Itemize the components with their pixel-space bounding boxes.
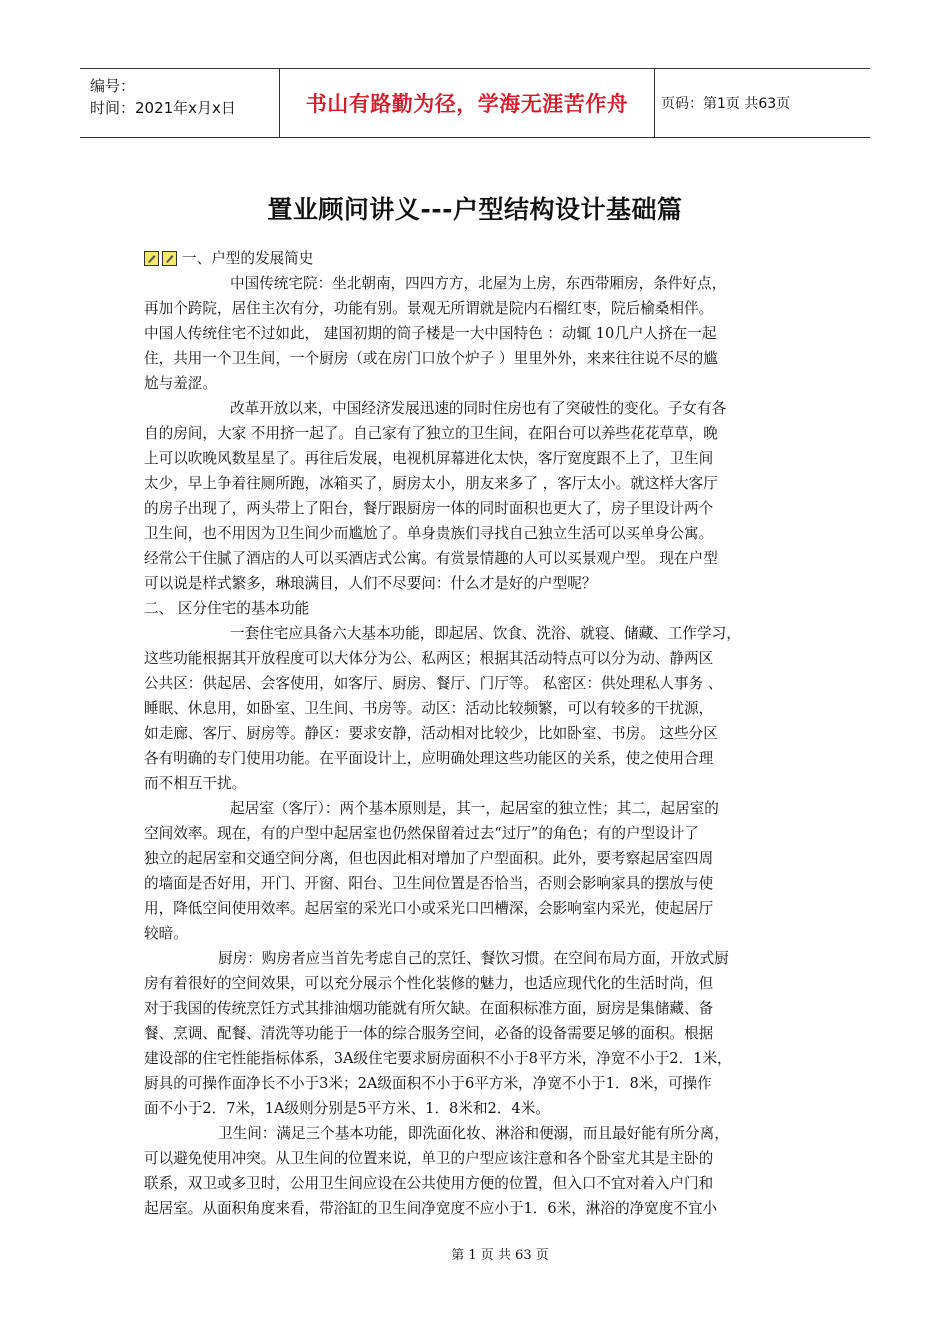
text-line: 空间效率。现在，有的户型中起居室也仍然保留着过去“过厅”的角色；有的户型设计了 (144, 825, 699, 842)
text-line: 可以说是样式繁多，琳琅满目，人们不尽要问：什么才是好的户型呢？ (144, 575, 597, 592)
text-line: 住，共用一个卫生间，一个厨房（或在房门口放个炉子 ）里里外外，来来往往说不尽的尴 (144, 350, 718, 367)
text-line: 的墙面是否好用，开门、开窗、阳台、卫生间位置是否恰当，否则会影响家具的摆放与使 (144, 875, 714, 892)
page-footer (0, 1244, 950, 1263)
motto: 书山有路勤为径，学海无涯苦作舟 (280, 69, 655, 137)
pencil-icon (162, 251, 177, 266)
paragraph-traditional-housing (144, 271, 812, 396)
text-line: 上可以吹晚风数星星了。再往后发展，电视机屏幕进化太快，客厅宽度跟不上了，卫生间 (144, 450, 714, 467)
text-line: 用，降低空间使用效率。起居室的采光口小或采光口凹槽深，会影响室内采光，使起居厅 (144, 900, 714, 917)
text-line: 的房子出现了，两头带上了阳台，餐厅跟厨房一体的同时面积也更大了，房子里设计两个 (144, 500, 714, 517)
text-line: 起居室。从面积角度来看，带浴缸的卫生间净宽度不应小于1．6米，淋浴的净宽度不宜小 (144, 1200, 718, 1217)
paragraph-living-room (144, 796, 812, 946)
text-line: 太少，早上争着往厕所跑，冰箱买了，厨房太小，朋友来多了 ，客厅太小。就这样大客厅 (144, 475, 718, 492)
text-line: 独立的起居室和交通空间分离，但也因此相对增加了户型面积。此外，要考察起居室四周 (144, 850, 714, 867)
page-info: 页码：第1页 共63页 (661, 96, 791, 112)
header-meta (80, 69, 280, 137)
text-line: 一套住宅应具备六大基本功能，即起居、饮食、洗浴、就寝、储藏、工作学习， (230, 625, 741, 642)
text-line: 经常公干住腻了酒店的人可以买酒店式公寓。有赏景情趣的人可以买景观户型。 现在户型 (144, 550, 718, 567)
page-title: 置业顾问讲义---户型结构设计基础篇 (267, 195, 683, 224)
header-table (80, 68, 870, 138)
text-line: 再加个跨院，居住主次有分，功能有别。景观无所谓就是院内石榴红枣，院后榆桑相伴。 (144, 300, 714, 317)
text-line: 卫生间：满足三个基本功能，即洗面化妆、淋浴和便溺，而且最好能有所分离， (218, 1125, 729, 1142)
text-line: 尬与羞涩。 (144, 375, 217, 392)
text-line: 自的房间，大家 不用挤一起了。自己家有了独立的卫生间，在阳台可以养些花花草草，晚 (144, 425, 718, 442)
paragraph-basic-functions (144, 621, 812, 796)
text-line: 如走廊、客厅、厨房等。静区：要求安静，活动相对比较少，比如卧室、书房。 这些分区 (144, 725, 718, 742)
footer-page-number: 第 1 页 共 63 页 (451, 1248, 549, 1263)
text-line: 房有着很好的空间效果，可以充分展示个性化装修的魅力，也适应现代化的生活时尚，但 (144, 975, 714, 992)
section-heading-2: 二、 区分住宅的基本功能 (144, 600, 310, 617)
text-line: 这些功能根据其开放程度可以大体分为公、私两区；根据其活动特点可以分为动、静两区 (144, 650, 714, 667)
section-heading-1 (144, 246, 812, 271)
text-line: 改革开放以来，中国经济发展迅速的同时住房也有了突破性的变化。子女有各 (230, 400, 727, 417)
paragraph-kitchen (144, 946, 812, 1121)
section-title: 一、户型的发展简史 (182, 250, 314, 267)
text-line: 餐、烹调、配餐、清洗等功能于一体的综合服务空间，必备的设备需要足够的面积。根据 (144, 1025, 714, 1042)
text-line: 起居室（客厅）：两个基本原则是，其一，起居室的独立性；其二，起居室的 (230, 800, 719, 817)
document-body (144, 246, 812, 1221)
text-line: 可以避免使用冲突。从卫生间的位置来说，单卫的户型应该注意和各个卧室尤其是主卧的 (144, 1150, 714, 1167)
text-line: 各有明确的专门使用功能。在平面设计上，应明确处理这些功能区的关系，使之使用合理 (144, 750, 714, 767)
paragraph-reform-era (144, 396, 812, 596)
text-line: 厨房：购房者应当首先考虑自己的烹饪、餐饮习惯。在空间布局方面，开放式厨 (218, 950, 729, 967)
text-line: 而不相互干扰。 (144, 775, 247, 792)
text-line: 联系，双卫或多卫时，公用卫生间应设在公共使用方便的位置，但入口不宜对着入户门和 (144, 1175, 714, 1192)
date-line: 时间：2021年x月x日 (90, 99, 236, 117)
text-line: 中国传统宅院：坐北朝南，四四方方，北屋为上房，东西带厢房，条件好点， (230, 275, 727, 292)
text-line: 建设部的住宅性能指标体系，3A级住宅要求厨房面积不小于8平方米，净宽不小于2．1米， (144, 1050, 732, 1067)
text-line: 面不小于2．7米，1A级则分别是5平方米、1．8米和2．4米。 (144, 1100, 550, 1117)
text-line: 中国人传统住宅不过如此， 建国初期的筒子楼是一大中国特色 ：动辄 10几户人挤在一起 (144, 325, 717, 342)
paragraph-bathroom (144, 1121, 812, 1221)
bullet-icons (144, 251, 180, 266)
text-line: 厨具的可操作面净长不小于3米；2A级面积不小于6平方米，净宽不小于1．8米，可操作 (144, 1075, 712, 1092)
text-line: 较暗。 (144, 925, 188, 942)
text-line: 睡眠、休息用，如卧室、卫生间、书房等。动区：活动比较频繁，可以有较多的干扰源， (144, 700, 714, 717)
text-line: 卫生间，也不用因为卫生间少而尴尬了。单身贵族们寻找自己独立生活可以买单身公寓。 (144, 525, 714, 542)
number-label: 编号： (90, 77, 136, 95)
text-line: 公共区：供起居、会客使用，如客厅、厨房、餐厅、门厅等。 私密区：供处理私人事务 、 (144, 675, 723, 692)
text-line: 对于我国的传统烹饪方式其排油烟功能就有所欠缺。在面积标准方面，厨房是集储藏、备 (144, 1000, 714, 1017)
pencil-icon (144, 251, 159, 266)
